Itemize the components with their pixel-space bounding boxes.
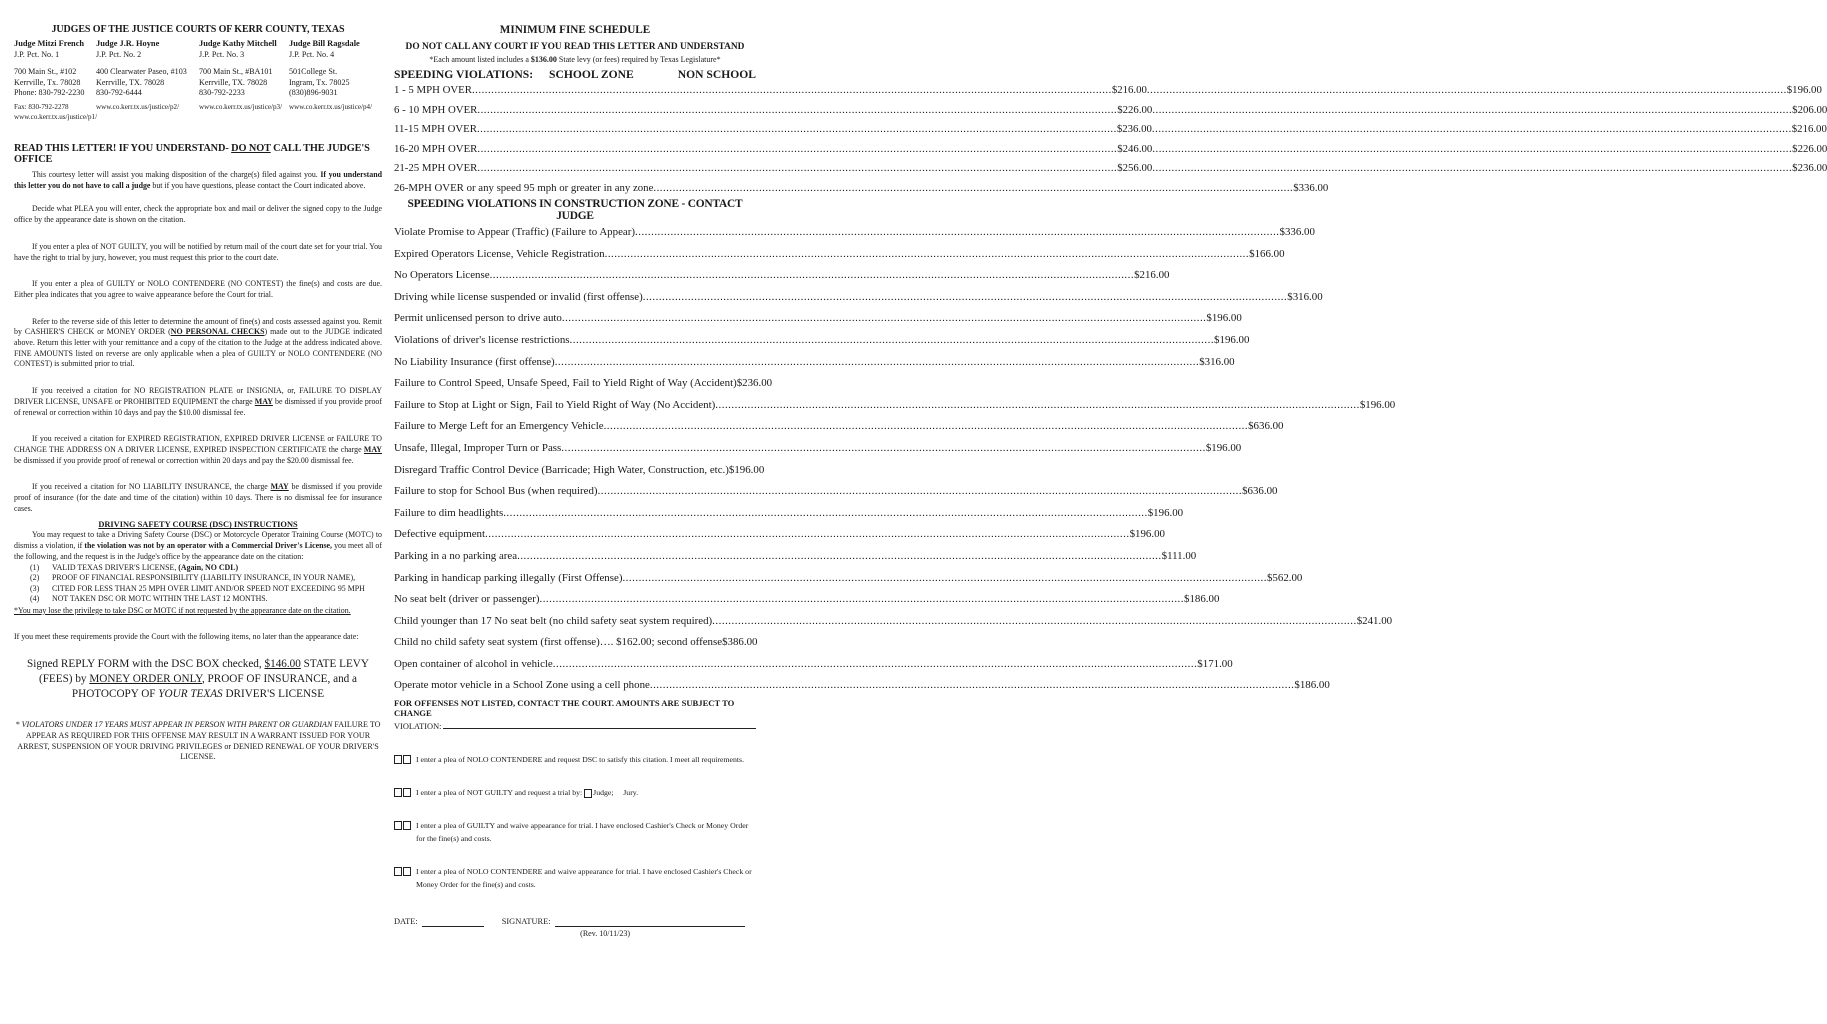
checkbox[interactable] [403,867,411,876]
list-item [30,594,382,605]
school-zone-amount: $216.00 [1111,84,1147,96]
read-this-letter-heading [14,143,382,165]
row-amount: $241.00 [1356,614,1393,627]
row-amount: $196.00 [728,463,765,476]
remit-paragraph [14,317,382,371]
table-row [394,654,1233,676]
row-label: Permit unlicensed person to drive auto [394,312,562,325]
row-amount: $171.00 [1197,657,1233,670]
row-amount: $196.00 [1359,398,1396,411]
row-amount: $196.00 [1206,312,1242,325]
row-label: No Liability Insurance (first offense) [394,355,555,368]
text-underlined: MAY [254,396,273,406]
text-italic: YOUR TEXAS [158,687,223,700]
judge-website-link[interactable]: www.co.kerr.tx.us/justice/p2/ [96,102,180,111]
text: be dismissed if you provide proof of renewal or correction within 10 days and pay the $10.00 dismissal fee. [14,396,383,417]
row-amount: $316.00 [1199,355,1235,368]
table-row [394,179,1329,199]
not-listed-notice: FOR OFFENSES NOT LISTED, CONTACT THE COURT. AMOUNTS ARE SUBJECT TO CHANGE [394,698,735,719]
row-label: Failure to Merge Left for an Emergency Vehicle [394,420,604,433]
checkbox[interactable] [394,755,402,764]
speeding-fines-list [394,81,1827,179]
table-row [394,438,1242,460]
item-text: NOT TAKEN DSC OR MOTC WITHIN THE LAST 12 MONTHS. [52,594,268,604]
list-item [30,584,382,595]
school-zone-amount: $256.00 [1117,162,1153,174]
plea-option-nolo-contendere [394,865,756,891]
table-row [394,675,1330,697]
text: but if you have questions, please contact the Court indicated above. [150,180,366,190]
non-school-header: NON SCHOOL [677,68,756,81]
table-row [394,589,1220,611]
row-amount: $111.00 [1161,549,1197,562]
table-row [394,287,1323,309]
row-label: Defective equipment [394,528,486,541]
table-row [394,352,1235,374]
plea-option-not-guilty [394,786,756,799]
text: be dismissed if you provide proof of renewal or correction within 20 days and pay the $20.00 dismissal fee. [14,455,354,465]
text-bold: If you understand this letter you do not have to call a judge [14,170,383,190]
dsc-paragraph [14,530,382,562]
heading-do-not: DO NOT [231,143,271,154]
dsc-requirements-list [30,563,382,605]
text-underlined: $146.00 [264,657,301,670]
fine-schedule-title: MINIMUM FINE SCHEDULE [499,24,651,36]
row-label: No Operators License [394,269,490,282]
row-label: 6 - 10 MPH OVER [394,103,478,116]
non-school-amount: $216.00 [1791,123,1827,135]
judges-directory [14,39,382,112]
judge-fax: Fax: 830-792-2278 [14,102,69,111]
row-amount: $186.00 [1294,679,1330,692]
row-amount: $186.00 [1184,593,1220,606]
document-page [14,20,1827,1005]
jury-option-label: Jury. [623,788,639,798]
item-text: CITED FOR LESS THAN 25 MPH OVER LIMIT AND/OR SPEED NOT EXCEEDING 95 MPH [52,583,365,593]
text-underlined: NO PERSONAL CHECKS [170,327,265,337]
row-amount: $196.00 [1129,528,1165,541]
table-row [394,265,1170,287]
table-row [394,308,1242,330]
row-label: Driving while license suspended or invalid (first offense) [394,290,643,303]
row-label: 1 - 5 MPH OVER [394,84,472,96]
judge-pct3 [199,39,289,112]
item-text: VALID TEXAS DRIVER'S LICENSE, [52,562,179,572]
violation-field [394,722,756,731]
text: If you received a citation for EXPIRED REGISTRATION, EXPIRED DRIVER LICENSE or FAILURE TO CHANGE THE ADDRESS ON A DRIVER LICENSE, EXPIRED INSPECTION CERTIFICATE the charge [14,434,382,454]
row-amount: $636.00 [1248,420,1284,433]
text: State levy (or fees) required by Texas Legislature* [556,55,721,64]
row-amount: $196.00 [1205,441,1242,454]
row-amount: $236.00 [736,377,773,390]
heading-part: READ THIS LETTER! IF YOU UNDERSTAND- [14,143,232,154]
row-amount: $196.00 [1147,506,1184,519]
row-label: 26-MPH OVER or any speed 95 mph or greater in any zone [394,181,654,194]
dsc-submission-instructions [14,657,382,702]
table-row [394,632,756,654]
row-amount: $636.00 [1242,485,1278,498]
text: This courtesy letter will assist you making disposition of the charge(s) filed against you. [32,170,321,179]
courts-header: JUDGES OF THE JUSTICE COURTS OF KERR COUNTY, TEXAS [51,24,345,35]
text: ) made out to the JUDGE indicated above. Return this letter with your remittance and a copy of the citation to the Judge at the address indicated above. FINE AMOUNTS listed on reverse are only applicable when a plea of GUILTY or NOLO CONTENDERE (NO CONTEST) is submitted prior to trial. [14,327,382,369]
judge-city: Kerrville, TX. 78028 [96,77,165,87]
guilty-paragraph: If you enter a plea of GUILTY or NOLO CONTENDERE (NO CONTEST) the fine(s) and costs are due. Either plea indicates that you agree to waive appearance before the Court for trial. [14,279,382,299]
school-zone-amount: $226.00 [1117,103,1153,116]
row-amount: $336.00 [1293,181,1329,194]
judge-precinct: J.P. Pct. No. 2 [96,49,142,59]
judge-precinct: J.P. Pct. No. 4 [289,49,335,59]
construction-zone-heading: SPEEDING VIOLATIONS IN CONSTRUCTION ZONE - CONTACT JUDGE [407,198,743,222]
text: be dismissed if you provide proof of insurance (for the date and time of the citation) within 10 days. There is no dismissal fee for insurance cases. [14,482,382,513]
item-number: (2) [30,573,40,583]
plea-option-guilty [394,819,756,845]
plea-text: I enter a plea of NOLO CONTENDERE and waive appearance for trial. I have enclosed Cashier's Check or Money Order for the fine(s) and costs. [416,867,752,890]
judge-precinct: J.P. Pct. No. 1 [14,49,60,59]
judge-pct1 [14,39,96,112]
text: Signed REPLY FORM with the DSC BOX checked, [27,657,265,670]
text: You may request to take a Driving Safety Course (DSC) or Motorcycle Operator Training Course (MOTC) to dismiss a violation, if [14,530,382,551]
judge-city: Kerrville, TX. 78028 [199,77,268,87]
date-label: DATE: [394,917,418,927]
speeding-header [394,68,756,81]
table-row [394,222,1315,244]
text-underlined: MAY [363,444,382,454]
non-school-amount: $206.00 [1792,103,1827,116]
judge-pct4 [289,39,382,112]
row-label: 11-15 MPH OVER [394,123,477,135]
violation-input-line[interactable] [443,722,756,729]
signature-input-line[interactable] [555,917,745,927]
row-amount: $336.00 [1279,226,1315,238]
table-row [394,524,1165,546]
row-amount: $562.00 [1266,571,1303,584]
plea-paragraph: Decide what PLEA you will enter, check the appropriate box and mail or deliver the signed copy to the Judge office by the appearance date is shown on the citation. [14,204,382,225]
item-text-bold: (Again, NO CDL) [178,562,239,572]
text: Refer to the reverse side of this letter to determine the amount of fine(s) and costs assessed against you. Remit by CASHIER'S CHECK or MONEY ORDER ( [14,316,382,337]
plea-text: I enter a plea of NOT GUILTY and request a trial by: [416,788,585,798]
text: , PROOF OF INSURANCE, and a PHOTOCOPY OF [71,672,358,700]
right-column [394,20,1827,939]
row-label: Disregard Traffic Control Device (Barricade; High Water, Construction, etc.) [394,463,729,476]
checkbox[interactable] [394,867,402,876]
judge-website-link[interactable]: www.co.kerr.tx.us/justice/p3/ [199,102,283,111]
plea-option-dsc [394,753,756,766]
judge-phone: (830)896-9031 [289,88,338,97]
checkbox[interactable] [403,755,411,764]
text: STATE LEVY (FEES) by [38,657,369,685]
item-number: (3) [30,583,40,593]
school-zone-header: SCHOOL ZONE [549,68,634,81]
item-number: (1) [30,562,40,572]
text: FAILURE TO APPEAR AS REQUIRED FOR THIS OFFENSE MAY RESULT IN A WARRANT ISSUED FOR YOUR ARREST, SUSPENSION OF YOUR DRIVING PRIVILEGES or DENIED RENEWAL OF YOUR DRIVER'S LICENSE. [17,719,381,762]
speeding-label: SPEEDING VIOLATIONS: [394,68,534,81]
judge-website-link[interactable]: www.co.kerr.tx.us/justice/p4/ [289,102,373,111]
row-label: Failure to stop for School Bus (when required) [394,485,598,498]
judge-address: 400 Clearwater Paseo, #103 [96,67,187,76]
revision-date: (Rev. 10/11/23) [580,929,630,939]
judge-pct2 [96,39,199,112]
judge-address: 700 Main St., #BA101 [199,67,273,76]
judge-address: 501College St. [289,67,338,76]
table-row [394,120,1827,140]
row-label: Unsafe, Illegal, Improper Turn or Pass [394,441,562,454]
item-number: (4) [30,594,40,604]
under-17-warning [14,720,382,763]
signature-row [394,917,756,927]
table-row [394,546,1197,568]
plea-text: I enter a plea of GUILTY and waive appearance for trial. I have enclosed Cashier's Check or Money Order for the fine(s) and costs. [416,821,749,844]
plea-text: I enter a plea of NOLO CONTENDERE and request DSC to satisfy this citation. I meet all requirements. [416,755,745,765]
judge-checkbox[interactable] [584,789,592,798]
row-amount: $386.00 [722,636,758,649]
left-column [14,20,382,763]
offense-fines-list [394,222,1396,697]
judge-city: Kerrville, Tx. 78028 [14,77,81,87]
text-underlined: MAY [270,482,289,492]
liability-insurance-paragraph [14,482,382,514]
row-label: 16-20 MPH OVER [394,142,478,155]
list-item [30,563,382,574]
non-school-amount: $236.00 [1792,162,1827,174]
judge-name: Judge Mitzi French [14,39,85,48]
not-guilty-paragraph: If you enter a plea of NOT GUILTY, you will be notified by return mail of the court date set for your trial. You have the right to trial by jury, however, you must request this prior to the court date. [14,241,382,262]
table-row [394,395,1396,417]
table-row [394,416,1284,438]
checkbox[interactable] [394,788,402,797]
checkbox[interactable] [403,788,411,797]
non-school-amount: $196.00 [1786,84,1822,96]
text-underlined: MONEY ORDER ONLY [89,672,202,685]
row-label: Failure to dim headlights [394,506,504,519]
table-row [394,568,1303,590]
row-amount: $166.00 [1249,247,1285,260]
row-label: Expired Operators License, Vehicle Registration [394,247,605,260]
row-label: Violate Promise to Appear (Traffic) (Failure to Appear) [394,226,635,238]
item-text: PROOF OF FINANCIAL RESPONSIBILITY (LIABILITY INSURANCE, IN YOUR NAME), [52,573,356,583]
row-amount: $196.00 [1214,333,1250,346]
text: DRIVER'S LICENSE [222,687,325,700]
row-amount: $316.00 [1287,290,1323,303]
table-row [394,159,1827,179]
row-label: Parking in a no parking area [394,549,518,562]
row-label: 21-25 MPH OVER [394,162,478,174]
text-italic: * VIOLATORS UNDER 17 YEARS MUST APPEAR IN PERSON WITH PARENT OR GUARDIAN [15,719,333,729]
date-input-line[interactable] [422,917,484,927]
violation-label: VIOLATION: [394,722,442,732]
row-amount: $216.00 [1134,269,1170,282]
expired-registration-paragraph [14,434,382,466]
dsc-instructions-heading: DRIVING SAFETY COURSE (DSC) INSTRUCTIONS [98,520,298,530]
judge-name: Judge J.R. Hoyne [96,39,160,48]
table-row [394,503,1184,525]
table-row [394,244,1285,266]
meet-requirements-note: If you meet these requirements provide the Court with the following items, no later than the appearance date: [14,632,359,642]
table-row [394,611,1393,633]
judge-phone: 830-792-6444 [96,88,142,97]
heading-part: CALL THE JUDGE'S OFFICE [14,143,370,165]
state-levy-note [394,55,756,64]
row-label: Open container of alcohol in vehicle [394,657,553,670]
text: you meet all of the following, and the request is in the Judge's office by the appearance date on the citation: [14,541,382,561]
text: If you received a citation for NO REGISTRATION PLATE or INSIGNIA, or, FAILURE TO DISPLAY DRIVER LICENSE, UNSAFE or PROHIBITED EQUIPMENT the charge [14,386,382,406]
row-label: Failure to Stop at Light or Sign, Fail to Yield Right of Way (No Accident) [394,398,716,411]
row-label: Operate motor vehicle in a School Zone using a cell phone [394,679,650,692]
judge-precinct: J.P. Pct. No. 3 [199,49,245,59]
judge-address: 700 Main St., #102 [14,67,77,76]
judge-name: Judge Kathy Mitchell [199,39,277,48]
row-label: Parking in handicap parking illegally (First Offense) [394,571,623,584]
text-bold: $136.00 [530,55,557,64]
row-label: Child younger than 17 No seat belt (no child safety seat system required) [394,614,713,627]
table-row [394,140,1827,160]
text-bold: the violation was not by an operator with a Commercial Driver's License, [84,541,333,551]
dsc-privilege-note: *You may lose the privilege to take DSC or MOTC if not requested by the appearance date on the citation. [14,605,351,615]
row-label: Violations of driver's license restrictions [394,333,570,346]
school-zone-amount: $236.00 [1116,123,1152,135]
judge1-website-link[interactable]: www.co.kerr.tx.us/justice/p1/ [14,113,98,121]
row-label: Child no child safety seat system (first offense)…. $162.00; second offense [394,636,723,649]
judge-city: Ingram, Tx. 78025 [289,77,350,87]
registration-plate-paragraph [14,386,382,418]
judge-phone: 830-792-2233 [199,88,245,97]
school-zone-amount: $246.00 [1117,142,1153,155]
row-label: No seat belt (driver or passenger) [394,593,540,606]
signature-label: SIGNATURE: [501,917,551,927]
table-row [394,373,773,395]
judge-name: Judge Bill Ragsdale [289,39,360,48]
row-label: Failure to Control Speed, Unsafe Speed, Fail to Yield Right of Way (Accident) [394,377,737,390]
judge-option-label: Judge; [593,788,614,798]
do-not-call-notice: DO NOT CALL ANY COURT IF YOU READ THIS LETTER AND UNDERSTAND [405,42,745,52]
non-school-amount: $226.00 [1792,142,1827,155]
text: If you received a citation for NO LIABILITY INSURANCE, the charge [32,482,271,492]
table-row [394,460,765,482]
table-row [394,81,1822,101]
text: *Each amount listed includes a [429,55,531,64]
list-item [30,573,382,584]
checkbox[interactable] [403,821,411,830]
table-row [394,481,1278,503]
table-row [394,101,1827,121]
intro-paragraph [14,170,382,191]
judge-phone: Phone: 830-792-2230 [14,88,85,97]
checkbox[interactable] [394,821,402,830]
table-row [394,330,1250,352]
